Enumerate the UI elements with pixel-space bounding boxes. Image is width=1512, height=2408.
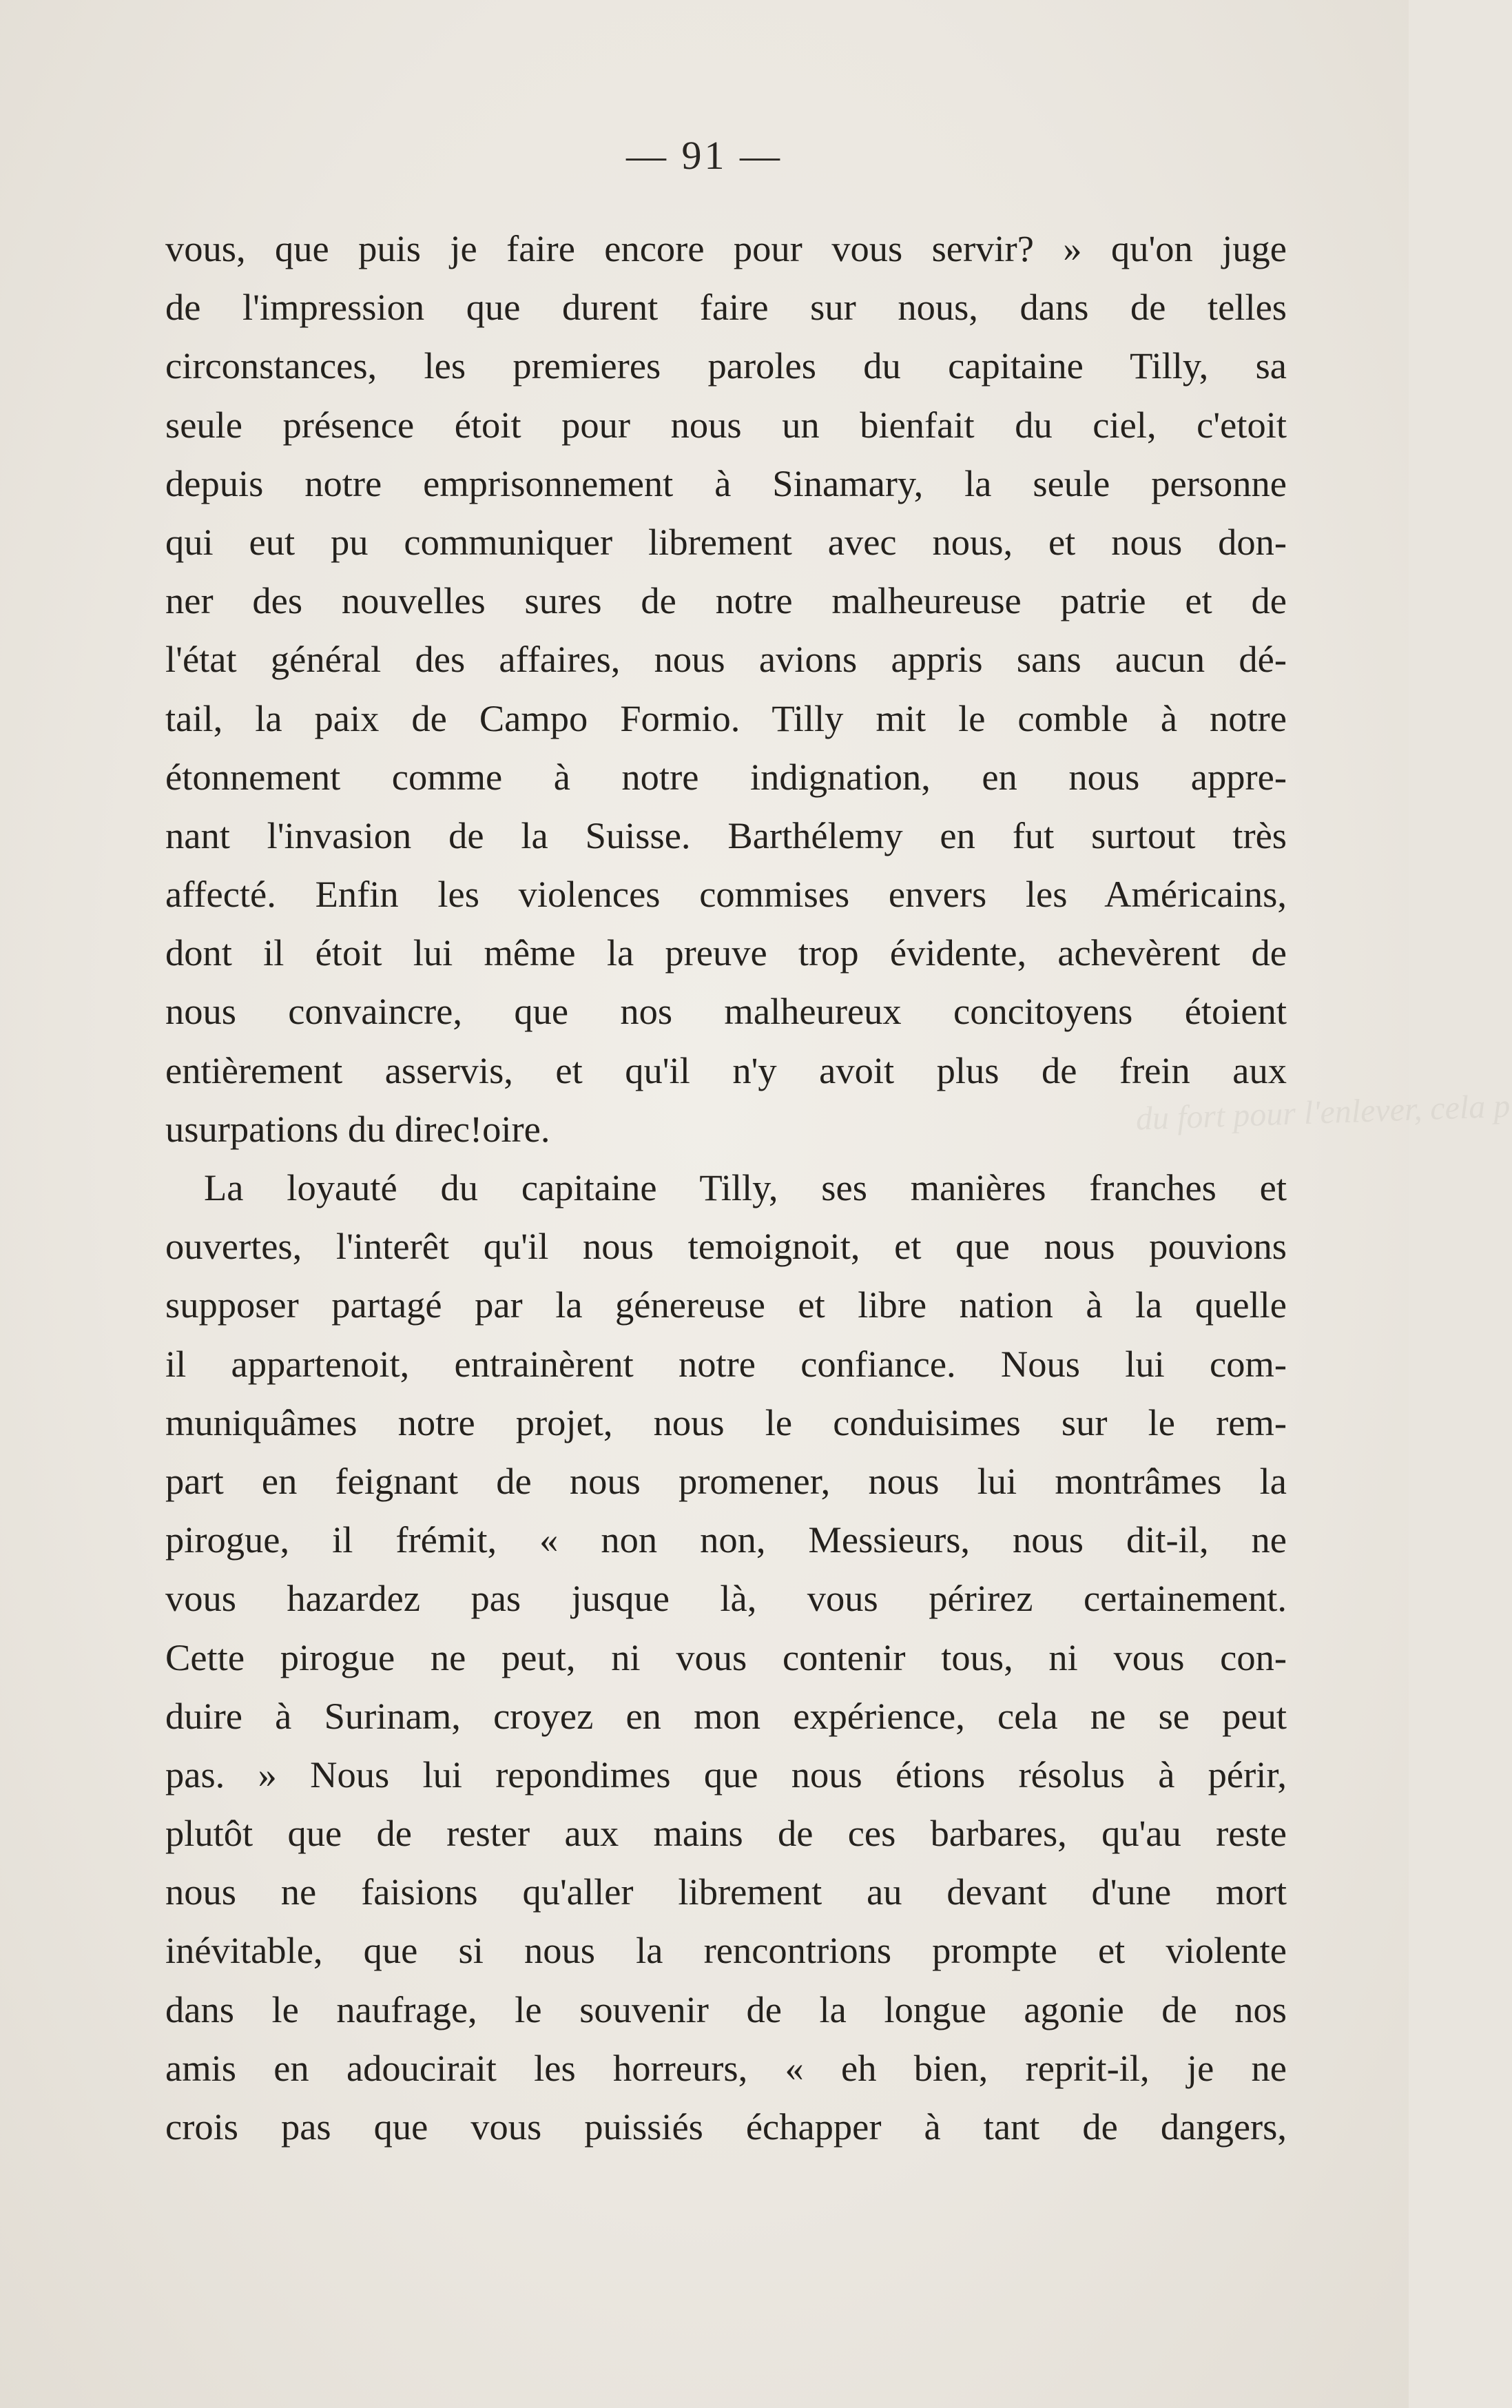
text-line: nous convaincre, que nos malheureux concitoyens étoient	[165, 990, 1287, 1033]
text-line: duire à Surinam, croyez en mon expérience, cela ne se peut	[165, 1694, 1287, 1737]
text-line: ouvertes, l'interêt qu'il nous temoignoit, et que nous pouvions	[165, 1225, 1287, 1268]
text-line: étonnement comme à notre indignation, en nous appre-	[165, 755, 1287, 798]
text-line: crois pas que vous puissiés échapper à tant de dangers,	[165, 2106, 1287, 2148]
text-line: amis en adoucirait les horreurs, « eh bien, reprit-il, je ne	[165, 2046, 1287, 2089]
text-line: pas. » Nous lui repondimes que nous étions résolus à périr,	[165, 1753, 1287, 1795]
page-number: — 91 —	[626, 133, 783, 178]
text-line: plutôt que de rester aux mains de ces barbares, qu'au reste	[165, 1812, 1287, 1855]
text-line: dans le naufrage, le souvenir de la longue agonie de nos	[165, 1988, 1287, 2030]
text-line: entièrement asservis, et qu'il n'y avoit plus de frein aux	[165, 1049, 1287, 1091]
text-line: de l'impression que durent faire sur nous, dans de telles	[165, 286, 1287, 329]
text-line: l'état général des affaires, nous avions appris sans aucun dé-	[165, 638, 1287, 681]
text-line: nant l'invasion de la Suisse. Barthélemy en fut surtout très	[165, 814, 1287, 856]
text-line: tail, la paix de Campo Formio. Tilly mit le comble à notre	[165, 697, 1287, 739]
text-line: circonstances, les premieres paroles du capitaine Tilly, sa	[165, 344, 1287, 387]
text-line: pirogue, il frémit, « non non, Messieurs, nous dit-il, ne	[165, 1519, 1287, 1561]
text-line: inévitable, que si nous la rencontrions prompte et violente	[165, 1929, 1287, 1972]
body-text	[165, 219, 1287, 2156]
text-line: ner des nouvelles sures de notre malheureuse patrie et de	[165, 579, 1287, 622]
text-line: nous ne faisions qu'aller librement au devant d'une mort	[165, 1871, 1287, 1913]
text-line: depuis notre emprisonnement à Sinamary, la seule personne	[165, 462, 1287, 504]
text-line: muniquâmes notre projet, nous le conduisimes sur le rem-	[165, 1401, 1287, 1443]
text-line: seule présence étoit pour nous un bienfait du ciel, c'etoit	[165, 403, 1287, 446]
text-line: supposer partagé par la génereuse et libre nation à la quelle	[165, 1284, 1287, 1326]
text-line: affecté. Enfin les violences commises envers les Américains,	[165, 873, 1287, 916]
text-line: vous, que puis je faire encore pour vous servir? » qu'on juge	[165, 227, 1287, 269]
text-line: Cette pirogue ne peut, ni vous contenir tous, ni vous con-	[165, 1636, 1287, 1678]
text-line: usurpations du direc!oire.	[165, 1107, 550, 1150]
text-line: part en feignant de nous promener, nous lui montrâmes la	[165, 1459, 1287, 1502]
text-line: vous hazardez pas jusque là, vous périrez certainement.	[165, 1577, 1287, 1620]
text-line: dont il étoit lui même la preuve trop évidente, achevèrent de	[165, 932, 1287, 974]
text-line: qui eut pu communiquer librement avec nous, et nous don-	[165, 520, 1287, 563]
text-line-paragraph-start: La loyauté du capitaine Tilly, ses manières franches et	[204, 1166, 1287, 1208]
bleed-through-text: du fort pour l'enlever, cela p	[1135, 1087, 1511, 1138]
text-line: il appartenoit, entrainèrent notre confiance. Nous lui com-	[165, 1342, 1287, 1385]
